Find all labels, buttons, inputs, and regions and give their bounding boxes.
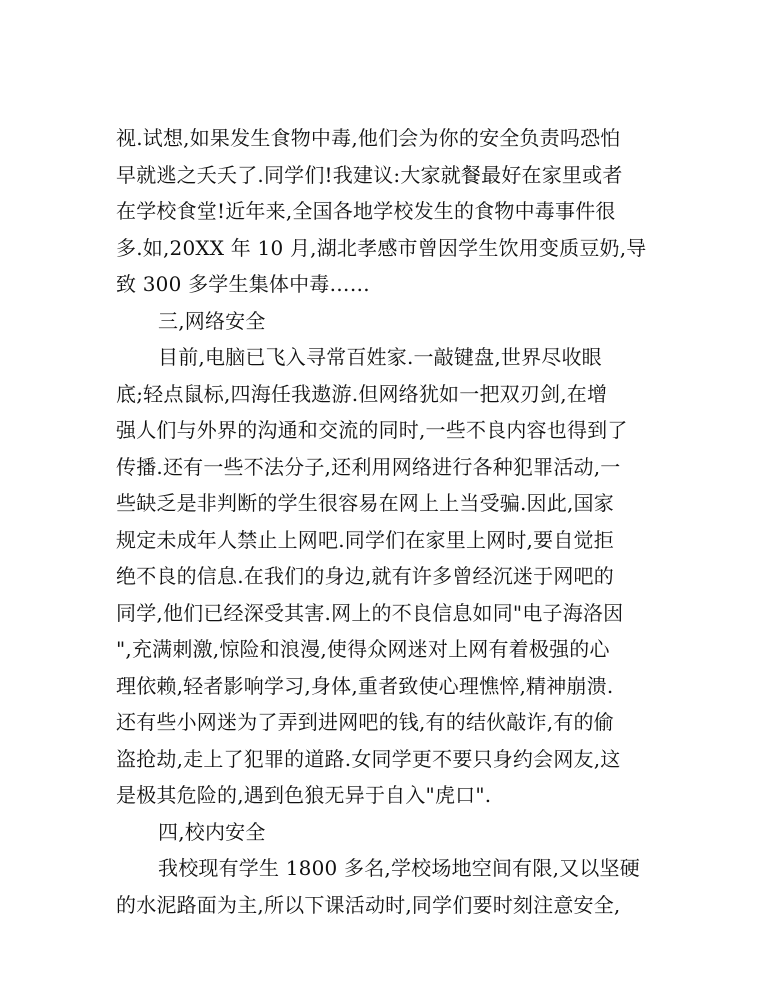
text-line: 同学,他们已经深受其害.网上的不良信息如同"电子海洛因	[116, 600, 624, 625]
text-line: 些缺乏是非判断的学生很容易在网上上当受骗.因此,国家	[116, 491, 614, 515]
text-line: 传播.还有一些不法分子,还利用网络进行各种犯罪活动,一	[116, 454, 621, 479]
section-heading-campus-safety: 四,校内安全	[158, 819, 266, 844]
text-line: 理依赖,轻者影响学习,身体,重者致使心理憔悴,精神崩溃.	[116, 673, 614, 698]
text-line: 绝不良的信息.在我们的身边,就有许多曾经沉迷于网吧的	[116, 564, 614, 588]
text-line: 视.试想,如果发生食物中毒,他们会为你的安全负责吗恐怕	[116, 126, 621, 150]
paragraph-start-line: 目前,电脑已飞入寻常百姓家.一敲键盘,世界尽收眼	[158, 345, 602, 369]
paragraph-start-line: 我校现有学生 1800 多名,学校场地空间有限,又以坚硬	[158, 856, 640, 880]
text-line: 早就逃之夭夭了.同学们!我建议:大家就餐最好在家里或者	[116, 162, 623, 187]
text-line: 盗抢劫,走上了犯罪的道路.女同学更不要只身约会网友,这	[116, 746, 621, 771]
text-line: 强人们与外界的沟通和交流的同时,一些不良内容也得到了	[116, 418, 628, 442]
section-heading-network-safety: 三,网络安全	[158, 308, 266, 333]
text-line: 在学校食堂!近年来,全国各地学校发生的食物中毒事件很	[116, 199, 616, 223]
text-line: 还有些小网迷为了弄到进网吧的钱,有的结伙敲诈,有的偷	[116, 710, 614, 734]
text-line: 底;轻点鼠标,四海任我遨游.但网络犹如一把双刃剑,在增	[116, 381, 608, 406]
text-line: ",充满刺激,惊险和浪漫,使得众网迷对上网有着极强的心	[116, 637, 610, 661]
text-line: 的水泥路面为主,所以下课活动时,同学们要时刻注意安全,	[116, 892, 621, 917]
document-page	[116, 120, 656, 923]
text-line: 致 300 多学生集体中毒……	[116, 272, 370, 296]
text-line: 规定未成年人禁止上网吧.同学们在家里上网时,要自觉拒	[116, 527, 614, 552]
text-line: 是极其危险的,遇到色狼无异于自入"虎口".	[116, 783, 492, 807]
text-line: 多.如,20XX 年 10 月,湖北孝感市曾因学生饮用变质豆奶,导	[116, 235, 647, 260]
